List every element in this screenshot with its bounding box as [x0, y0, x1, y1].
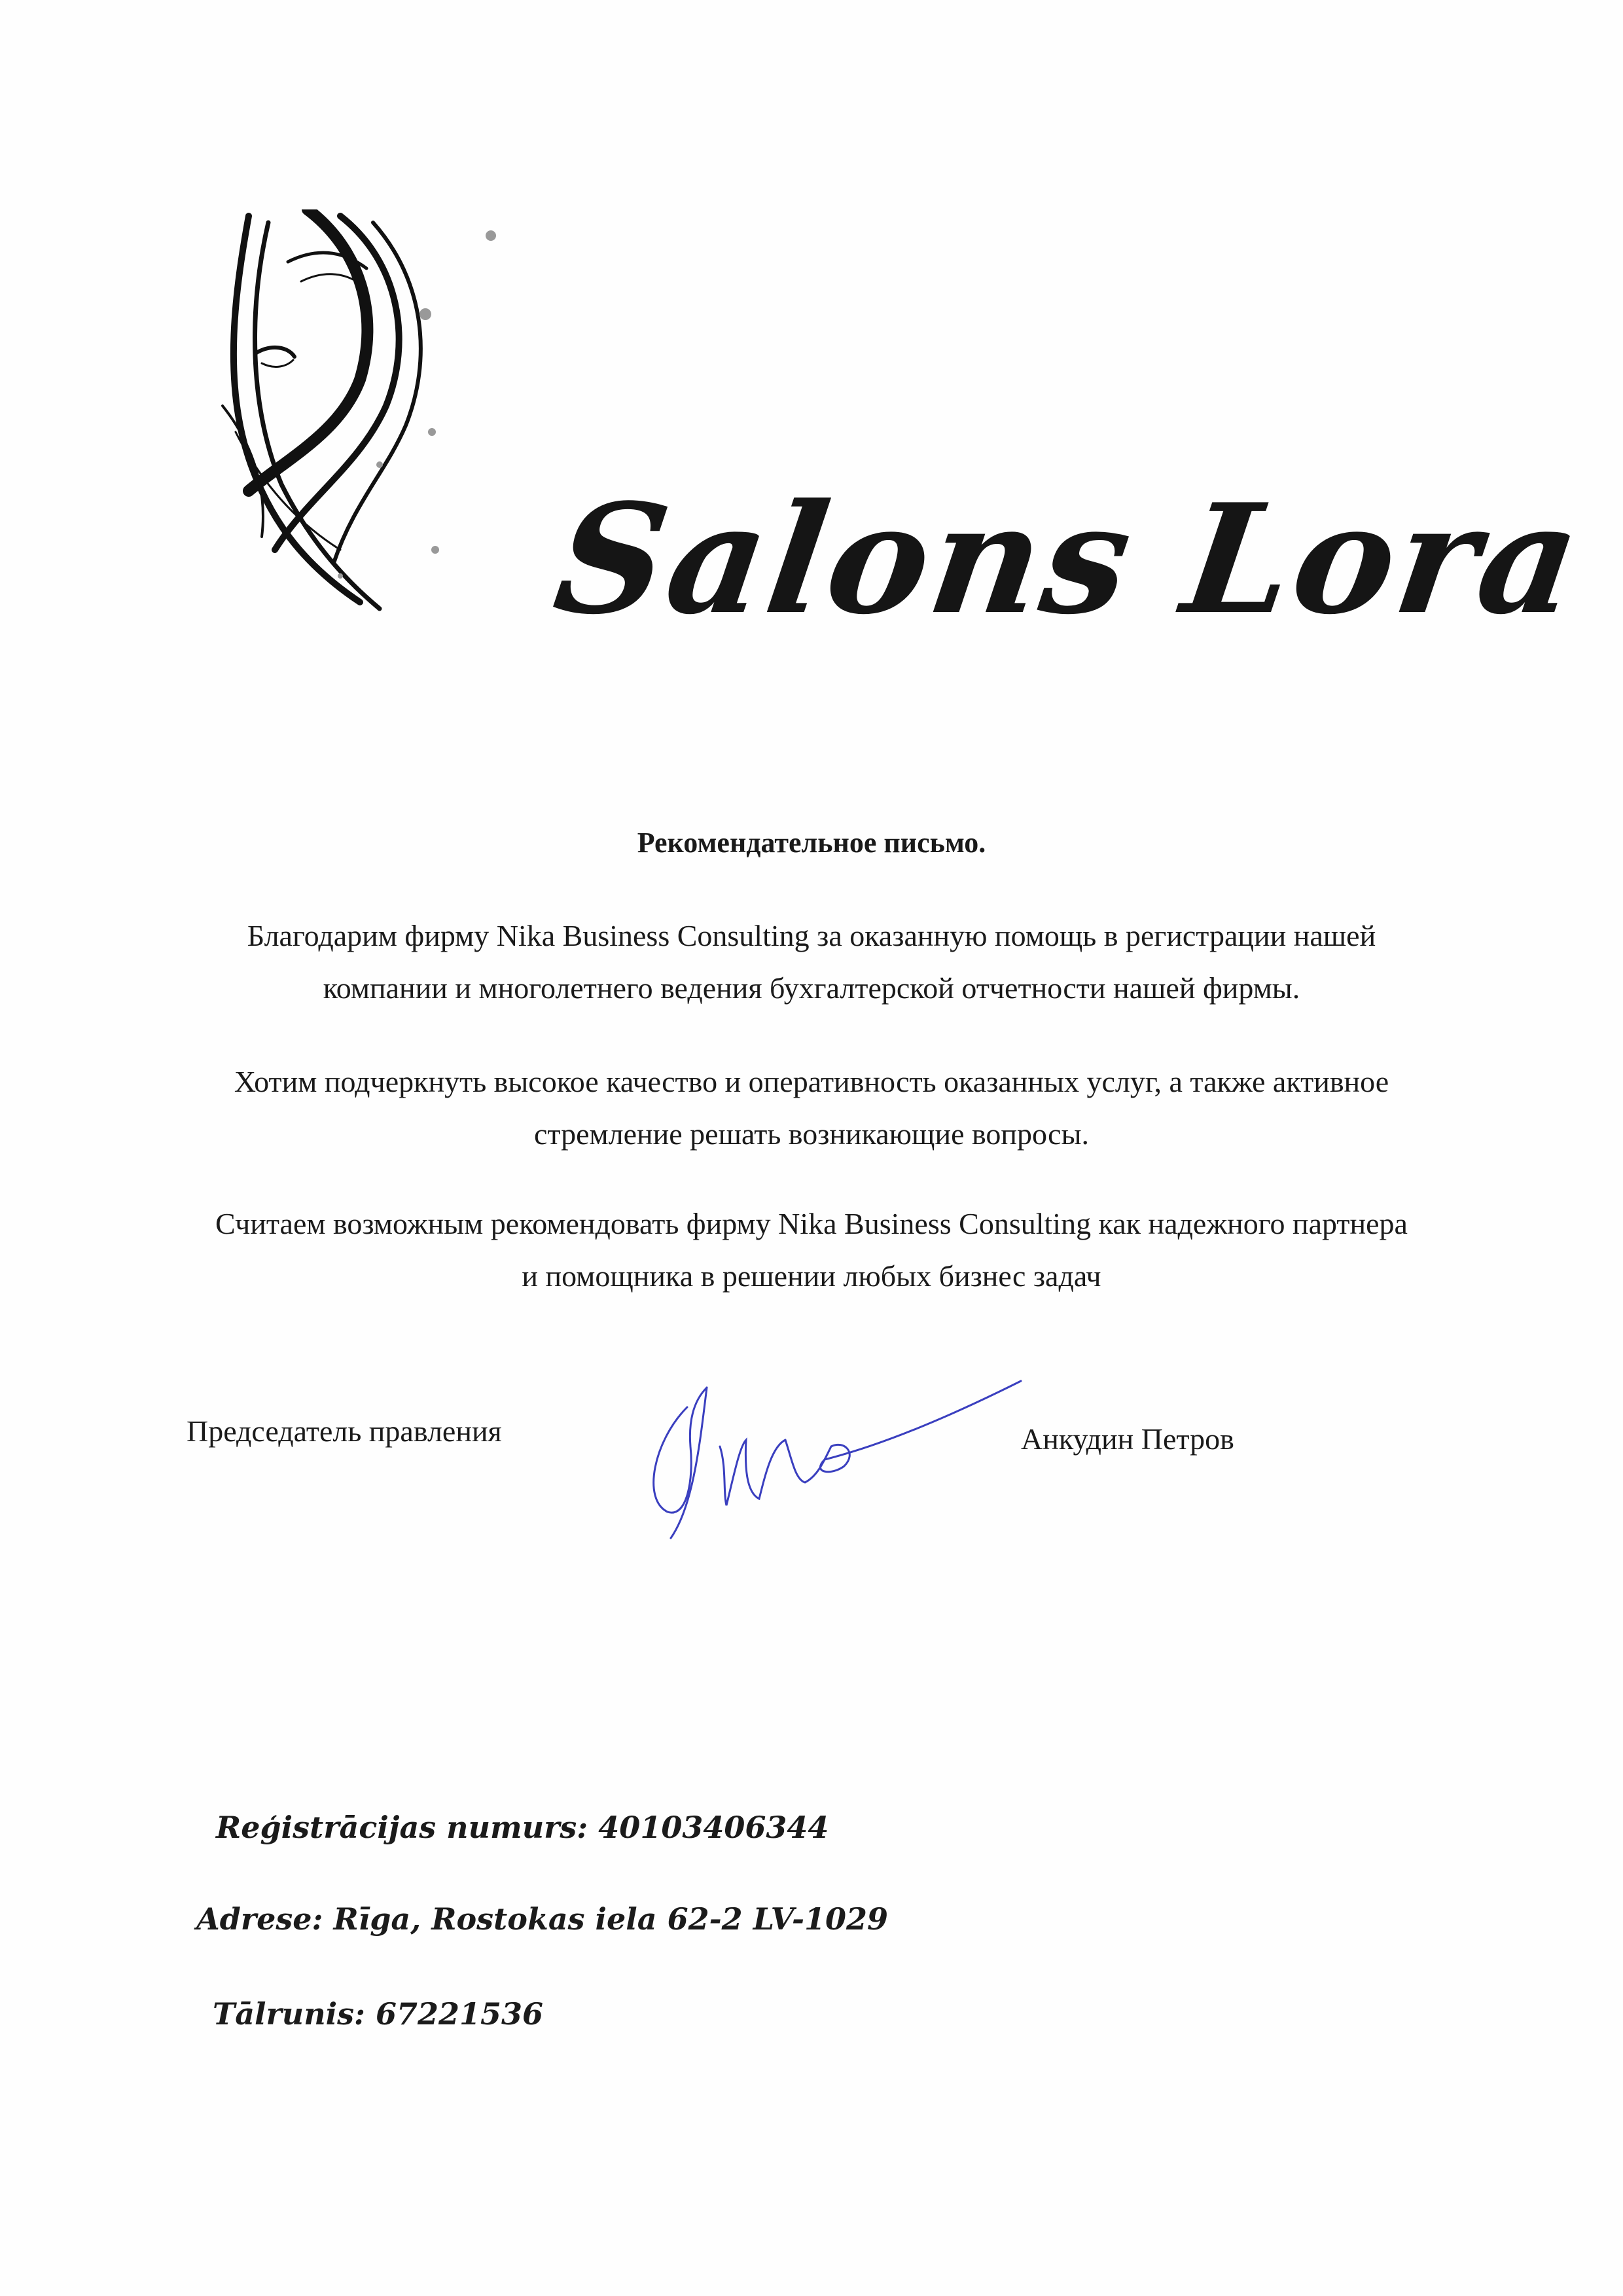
- phone-number: Tālrunis: 67221536: [213, 1996, 544, 2032]
- paragraph-line: Хотим подчеркнуть высокое качество и оперативность оказанных услуг, а также активное: [234, 1065, 1389, 1098]
- registration-number: Reģistrācijas numurs: 40103406344: [216, 1810, 829, 1845]
- paragraph-line: Считаем возможным рекомендовать фирму Nika Business Consulting как надежного партнера: [215, 1207, 1408, 1240]
- company-address: Adrese: Rīga, Rostokas iela 62-2 LV-1029: [196, 1901, 889, 1937]
- signer-role: Председатель правления: [187, 1414, 502, 1448]
- paragraph-quality: [131, 1056, 1492, 1160]
- woman-face-hair-icon: [209, 209, 537, 628]
- brand-logo-text: Salons Lora: [545, 471, 1593, 648]
- paragraph-line: стремление решать возникающие вопросы.: [534, 1117, 1089, 1151]
- paragraph-recommendation: [131, 1198, 1492, 1302]
- letter-title: Рекомендательное письмо.: [637, 827, 986, 859]
- paragraph-line: и помощника в решении любых бизнес задач: [522, 1259, 1101, 1293]
- signer-name: Анкудин Петров: [1021, 1422, 1234, 1456]
- handwritten-signature: [628, 1348, 1034, 1545]
- paragraph-line: Благодарим фирму Nika Business Consulting за оказанную помощь в регистрации нашей: [247, 919, 1376, 952]
- paragraph-line: компании и многолетнего ведения бухгалтерской отчетности нашей фирмы.: [323, 971, 1300, 1005]
- paragraph-gratitude: [131, 910, 1492, 1014]
